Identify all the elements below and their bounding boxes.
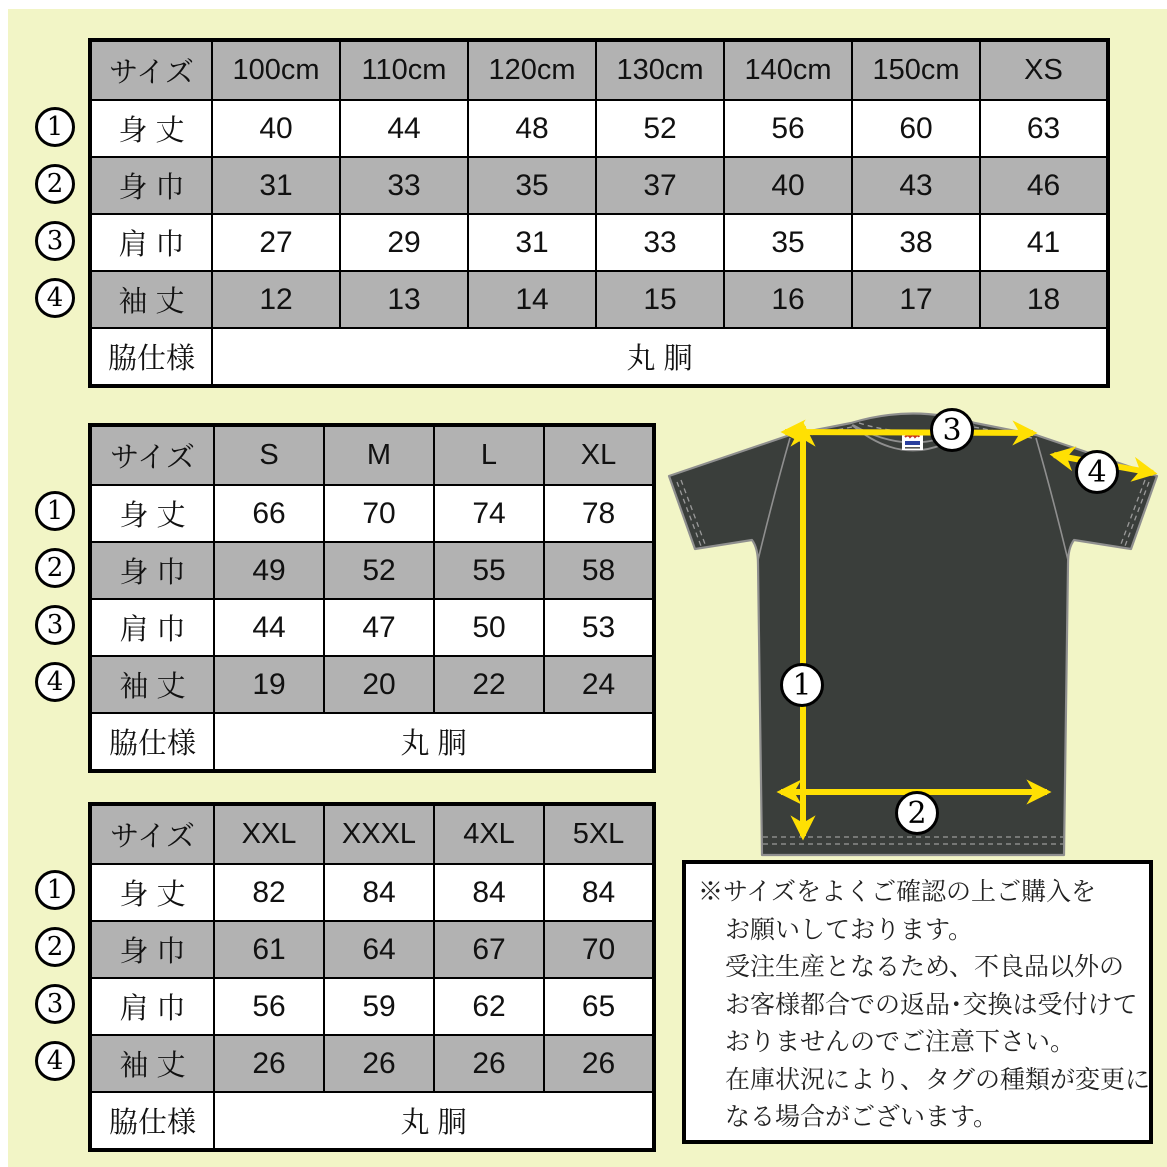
header-cell: サイズ <box>90 804 214 864</box>
marker-2-kids: 2 <box>35 164 75 204</box>
header-cell: 120cm <box>468 40 596 100</box>
value-cell: 52 <box>324 542 434 599</box>
header-cell: 130cm <box>596 40 724 100</box>
header-cell: S <box>214 425 324 485</box>
table-row <box>90 864 654 921</box>
value-cell: 13 <box>340 271 468 328</box>
value-cell: 43 <box>852 157 980 214</box>
diagram-marker-1: 1 <box>780 663 824 707</box>
table-row <box>90 100 1108 157</box>
big-size-table <box>88 802 656 1152</box>
value-cell: 70 <box>544 921 654 978</box>
row-label: 肩 巾 <box>90 214 212 271</box>
header-cell: L <box>434 425 544 485</box>
value-cell: 26 <box>324 1035 434 1092</box>
value-cell: 59 <box>324 978 434 1035</box>
row-label: 脇仕様 <box>90 713 214 771</box>
value-cell: 44 <box>340 100 468 157</box>
value-cell: 19 <box>214 656 324 713</box>
row-label: 身 丈 <box>90 100 212 157</box>
marker-1-big: 1 <box>35 870 75 910</box>
value-cell: 33 <box>340 157 468 214</box>
table-row <box>90 214 1108 271</box>
value-cell: 48 <box>468 100 596 157</box>
value-cell: 44 <box>214 599 324 656</box>
value-cell: 62 <box>434 978 544 1035</box>
row-label: 肩 巾 <box>90 978 214 1035</box>
value-cell: 56 <box>214 978 324 1035</box>
notice-line: お客様都合での返品･交換は受付けて <box>725 990 1138 1019</box>
side-spec-value: 丸 胴 <box>214 1092 654 1150</box>
notice-line: お願いしております。 <box>725 915 974 944</box>
header-cell: 110cm <box>340 40 468 100</box>
header-cell: サイズ <box>90 40 212 100</box>
value-cell: 35 <box>468 157 596 214</box>
adult-size-table <box>88 423 656 773</box>
table-header-row <box>90 40 1108 100</box>
notice-line: 在庫状況により、タグの種類が変更に <box>725 1065 1151 1094</box>
value-cell: 40 <box>724 157 852 214</box>
value-cell: 35 <box>724 214 852 271</box>
value-cell: 67 <box>434 921 544 978</box>
notice-box <box>682 860 1153 1144</box>
value-cell: 24 <box>544 656 654 713</box>
side-spec-value: 丸 胴 <box>214 713 654 771</box>
row-label: 袖 丈 <box>90 1035 214 1092</box>
row-label: 身 巾 <box>90 921 214 978</box>
header-cell: XXXL <box>324 804 434 864</box>
marker-3-adult: 3 <box>35 605 75 645</box>
value-cell: 70 <box>324 485 434 542</box>
table-row <box>90 599 654 656</box>
table-row <box>90 1035 654 1092</box>
value-cell: 60 <box>852 100 980 157</box>
value-cell: 37 <box>596 157 724 214</box>
header-cell: XXL <box>214 804 324 864</box>
notice-line: おりませんのでご注意下さい。 <box>725 1028 1076 1056</box>
table-row <box>90 485 654 542</box>
diagram-marker-3: 3 <box>930 408 974 452</box>
value-cell: 16 <box>724 271 852 328</box>
marker-3-big: 3 <box>35 984 75 1024</box>
value-cell: 33 <box>596 214 724 271</box>
header-cell: XS <box>980 40 1108 100</box>
side-spec-value: 丸 胴 <box>212 328 1108 386</box>
value-cell: 31 <box>468 214 596 271</box>
value-cell: 26 <box>434 1035 544 1092</box>
table-row <box>90 157 1108 214</box>
marker-4-adult: 4 <box>35 662 75 702</box>
marker-2-big: 2 <box>35 927 75 967</box>
header-cell: M <box>324 425 434 485</box>
value-cell: 82 <box>214 864 324 921</box>
value-cell: 46 <box>980 157 1108 214</box>
table-row <box>90 978 654 1035</box>
table-row <box>90 656 654 713</box>
row-label: 身 巾 <box>90 157 212 214</box>
value-cell: 31 <box>212 157 340 214</box>
value-cell: 29 <box>340 214 468 271</box>
value-cell: 18 <box>980 271 1108 328</box>
value-cell: 84 <box>544 864 654 921</box>
value-cell: 12 <box>212 271 340 328</box>
row-label: 肩 巾 <box>90 599 214 656</box>
diagram-marker-4: 4 <box>1075 450 1119 494</box>
header-cell: 5XL <box>544 804 654 864</box>
marker-1-adult: 1 <box>35 491 75 531</box>
value-cell: 84 <box>434 864 544 921</box>
header-cell: XL <box>544 425 654 485</box>
value-cell: 40 <box>212 100 340 157</box>
header-cell: 140cm <box>724 40 852 100</box>
table-footer-row <box>90 713 654 771</box>
value-cell: 22 <box>434 656 544 713</box>
row-label: 袖 丈 <box>90 656 214 713</box>
value-cell: 52 <box>596 100 724 157</box>
notice-line: なる場合がございます。 <box>725 1103 999 1131</box>
value-cell: 49 <box>214 542 324 599</box>
header-cell: 4XL <box>434 804 544 864</box>
marker-3-kids: 3 <box>35 221 75 261</box>
value-cell: 63 <box>980 100 1108 157</box>
value-cell: 38 <box>852 214 980 271</box>
value-cell: 58 <box>544 542 654 599</box>
value-cell: 27 <box>212 214 340 271</box>
table-header-row <box>90 804 654 864</box>
row-label: 脇仕様 <box>90 1092 214 1150</box>
arrow-shoulder-width-3 <box>785 432 1033 433</box>
value-cell: 15 <box>596 271 724 328</box>
value-cell: 61 <box>214 921 324 978</box>
header-cell: 150cm <box>852 40 980 100</box>
value-cell: 84 <box>324 864 434 921</box>
value-cell: 55 <box>434 542 544 599</box>
table-row <box>90 271 1108 328</box>
header-cell: サイズ <box>90 425 214 485</box>
value-cell: 17 <box>852 271 980 328</box>
value-cell: 56 <box>724 100 852 157</box>
diagram-marker-2: 2 <box>895 791 939 835</box>
value-cell: 26 <box>214 1035 324 1092</box>
marker-2-adult: 2 <box>35 548 75 588</box>
row-label: 袖 丈 <box>90 271 212 328</box>
value-cell: 64 <box>324 921 434 978</box>
value-cell: 66 <box>214 485 324 542</box>
value-cell: 47 <box>324 599 434 656</box>
row-label: 身 丈 <box>90 864 214 921</box>
kids-size-table <box>88 38 1110 388</box>
value-cell: 41 <box>980 214 1108 271</box>
notice-line: 受注生産となるため、不良品以外の <box>725 953 1125 981</box>
notice-line: ※サイズをよくご確認の上ご購入を <box>698 878 1097 906</box>
table-row <box>90 542 654 599</box>
row-label: 身 丈 <box>90 485 214 542</box>
table-row <box>90 921 654 978</box>
marker-4-kids: 4 <box>35 278 75 318</box>
value-cell: 74 <box>434 485 544 542</box>
value-cell: 20 <box>324 656 434 713</box>
value-cell: 26 <box>544 1035 654 1092</box>
row-label: 脇仕様 <box>90 328 212 386</box>
header-cell: 100cm <box>212 40 340 100</box>
value-cell: 65 <box>544 978 654 1035</box>
table-header-row <box>90 425 654 485</box>
marker-4-big: 4 <box>35 1041 75 1081</box>
value-cell: 53 <box>544 599 654 656</box>
value-cell: 50 <box>434 599 544 656</box>
table-footer-row <box>90 1092 654 1150</box>
row-label: 身 巾 <box>90 542 214 599</box>
value-cell: 14 <box>468 271 596 328</box>
value-cell: 78 <box>544 485 654 542</box>
marker-1-kids: 1 <box>35 107 75 147</box>
table-footer-row <box>90 328 1108 386</box>
